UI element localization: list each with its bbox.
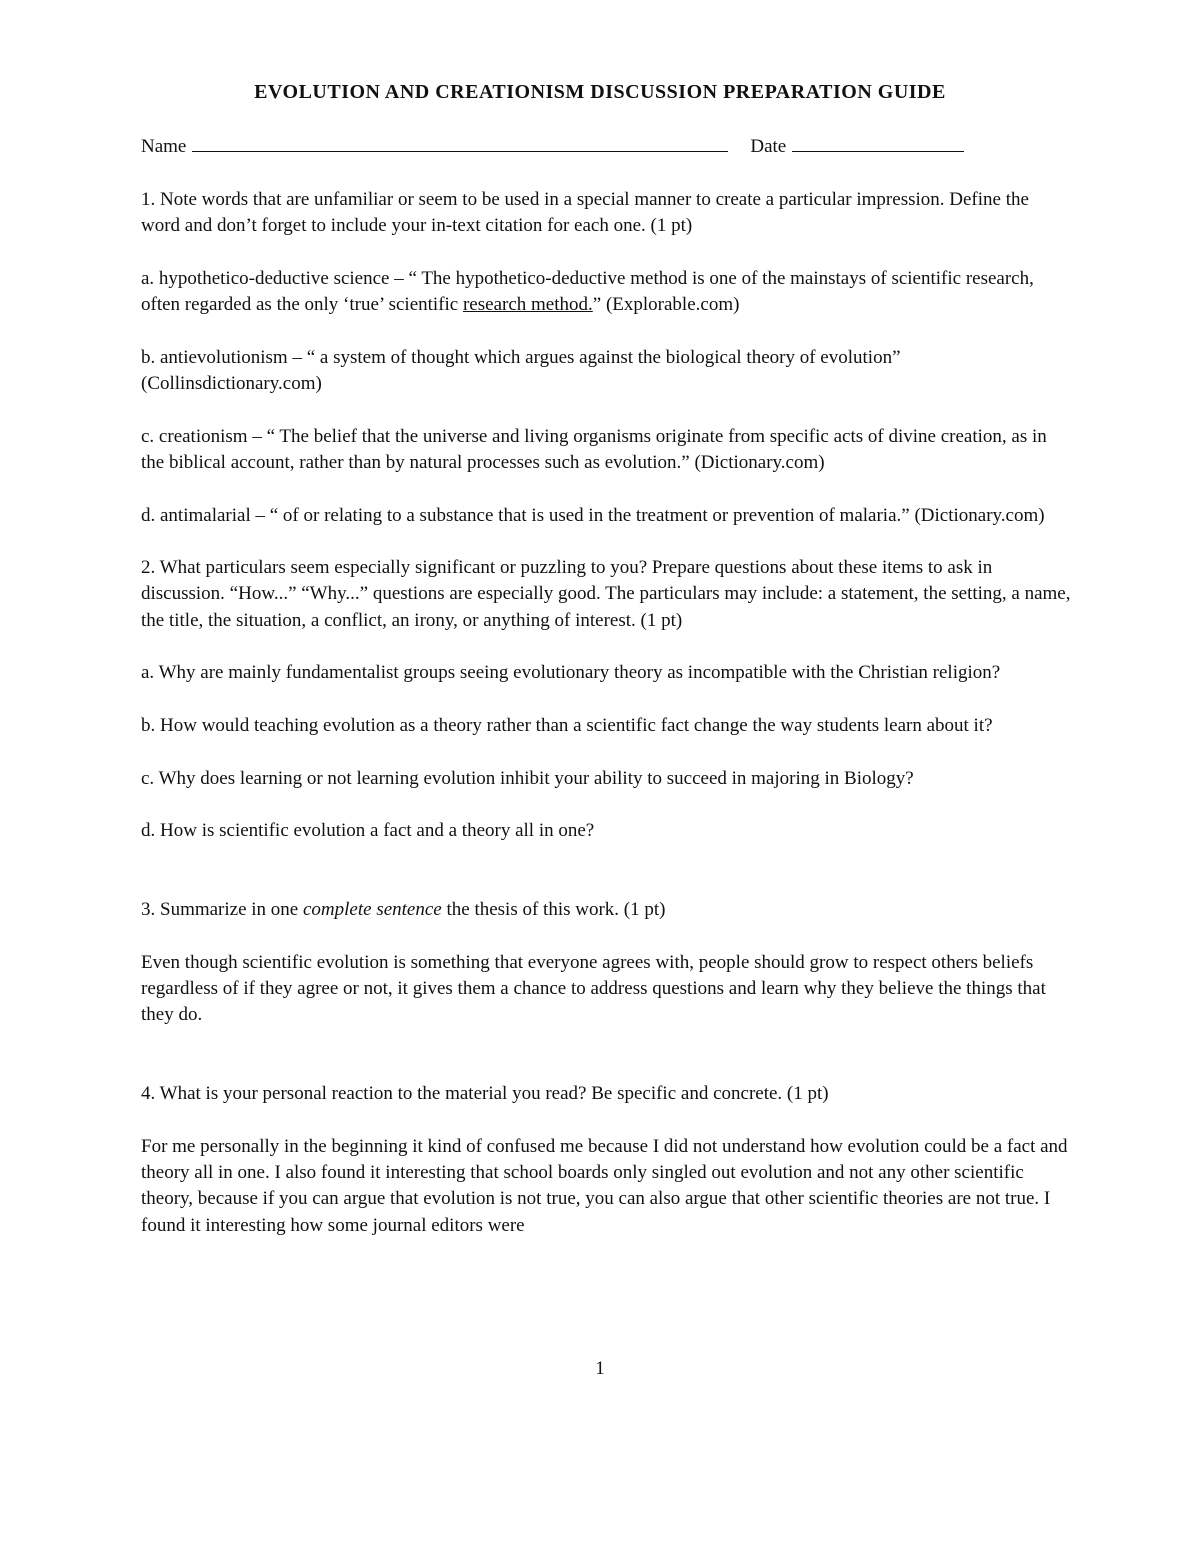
document-body <box>141 187 1071 1239</box>
q4-answer: For me personally in the beginning it kind of confused me because I did not understand how evolution could be a fact and theory all in one. I also found it interesting that school boards only singled out evolution and not any other scientific theory, because if you can argue that evolution is not true, you can also argue that other scientific theories are not true. I found it interesting how some journal editors were <box>141 1135 1068 1236</box>
page-title: EVOLUTION AND CREATIONISM DISCUSSION PREPARATION GUIDE <box>254 81 946 103</box>
q1-answer-b: b. antievolutionism – “ a system of thought which argues against the biological theory of evolution” (Collinsdictionary.com) <box>141 346 901 395</box>
question-3-prompt <box>141 897 1071 923</box>
date-field[interactable] <box>792 133 964 152</box>
date-label: Date <box>750 136 787 157</box>
q2-answer-d: d. How is scientific evolution a fact and a theory all in one? <box>141 820 595 842</box>
research-method-link[interactable]: research method. <box>462 294 593 316</box>
q3-prompt-emphasis: complete sentence <box>303 899 442 921</box>
name-field[interactable] <box>192 133 728 152</box>
question-2-prompt: 2. What particulars seem especially significant or puzzling to you? Prepare questions about these items to ask in discussion. “How...” “Why...” questions are especially good. The particulars may include: a statement, the setting, a name, the title, the situation, a conflict, an irony, or anything of interest. (1 pt) <box>141 557 1071 631</box>
question-4-prompt: 4. What is your personal reaction to the material you read? Be specific and concrete. (1 pt) <box>141 1083 829 1105</box>
q1-answer-c: c. creationism – “ The belief that the universe and living organisms originate from specific acts of divine creation, as in the biblical account, rather than by natural processes such as evolution.” (Dictionary.com) <box>141 425 1047 473</box>
q1-answer-d: d. antimalarial – “ of or relating to a substance that is used in the treatment or prevention of malaria.” (Dictionary.com) <box>141 504 1045 526</box>
question-1-prompt: 1. Note words that are unfamiliar or seem to be used in a special manner to create a particular impression. Define the word and don’t forget to include your in-text citation for each one. (1 pt) <box>141 189 1029 237</box>
q1-answer-a-citation: ” (Explorable.com) <box>592 294 740 316</box>
q3-prompt-start: 3. Summarize in one <box>141 899 303 921</box>
q2-answer-a: a. Why are mainly fundamentalist groups seeing evolutionary theory as incompatible with the Christian religion? <box>141 662 1001 684</box>
q2-answer-c: c. Why does learning or not learning evolution inhibit your ability to succeed in majoring in Biology? <box>141 767 914 789</box>
q1-answer-a <box>141 266 1071 319</box>
q3-answer: Even though scientific evolution is something that everyone agrees with, people should grow to respect others beliefs regardless of if they agree or not, it gives them a chance to address questions and learn why they believe the things that they do. <box>141 951 1046 1026</box>
name-label: Name <box>141 136 187 157</box>
q1-answer-a-text: a. hypothetico-deductive science – “ The hypothetico-deductive method is one of the mainstays of scientific research, often regarded as the only ‘true’ scientific <box>141 267 1034 316</box>
page-number: 1 <box>595 1358 605 1379</box>
q3-prompt-end: the thesis of this work. (1 pt) <box>441 899 666 921</box>
name-date-row <box>141 133 964 160</box>
q2-answer-b: b. How would teaching evolution as a theory rather than a scientific fact change the way students learn about it? <box>141 714 993 736</box>
